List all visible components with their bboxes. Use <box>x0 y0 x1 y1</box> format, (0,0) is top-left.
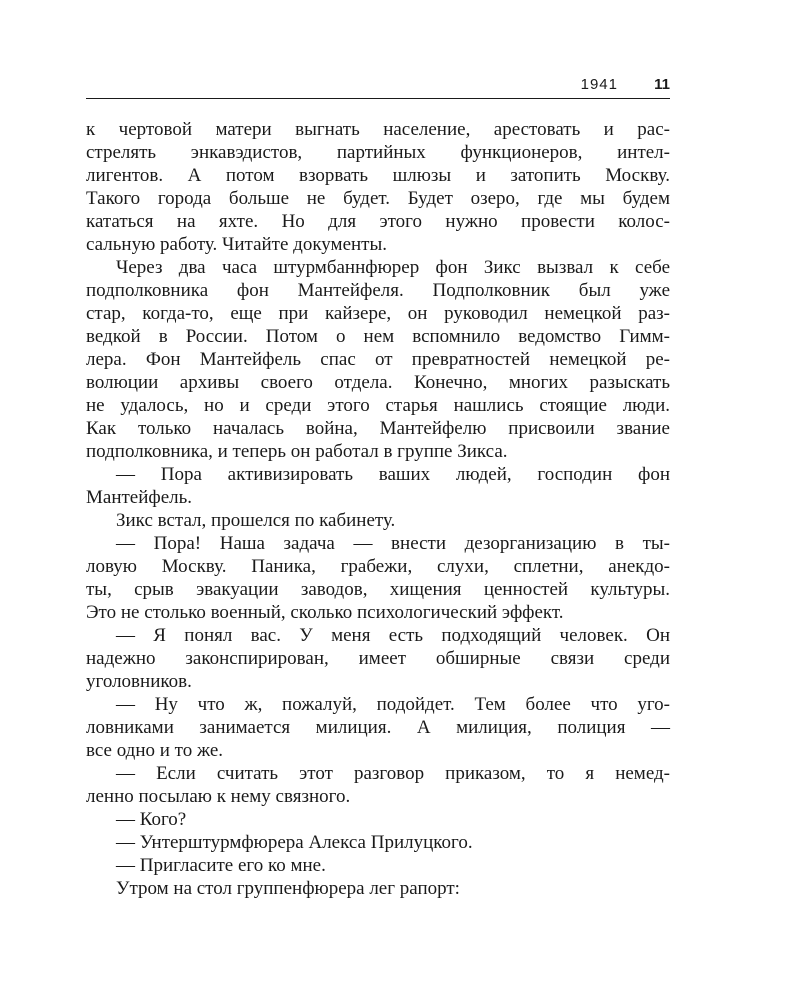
text-line: лигентов. А потом взорвать шлюзы и затопить Москву. <box>86 165 670 186</box>
text-line: Зикс встал, прошелся по кабинету. <box>116 510 396 531</box>
text-line: подполковника, и теперь он работал в группе Зикса. <box>86 441 508 462</box>
text-line: — Пора! Наша задача — внести дезорганизацию в ты- <box>116 533 670 554</box>
running-header <box>86 74 670 99</box>
text-line: ловниками занимается милиция. А милиция, полиция — <box>86 717 670 738</box>
text-line: стар, когда-то, еще при кайзере, он руководил немецкой раз- <box>86 303 670 324</box>
text-line: ты, срыв эвакуации заводов, хищения ценностей культуры. <box>86 579 670 600</box>
text-line: кататься на яхте. Но для этого нужно провести колос- <box>86 211 670 232</box>
text-line: стрелять энкавэдистов, партийных функционеров, интел- <box>86 142 670 163</box>
text-line: — Кого? <box>116 809 187 830</box>
text-line: Утром на стол группенфюрера лег рапорт: <box>116 878 460 899</box>
text-line: подполковника фон Мантейфеля. Подполковник был уже <box>86 280 670 301</box>
text-line: к чертовой матери выгнать население, арестовать и рас- <box>86 119 670 140</box>
text-line: — Пригласите его ко мне. <box>116 855 326 876</box>
text-line: — Я понял вас. У меня есть подходящий человек. Он <box>116 625 670 646</box>
text-line: — Пора активизировать ваших людей, господин фон <box>116 464 670 485</box>
text-line: ленно посылаю к нему связного. <box>86 786 351 807</box>
text-line: уголовников. <box>86 671 192 692</box>
text-line: — Унтерштурмфюрера Алекса Прилуцкого. <box>116 832 473 853</box>
text-line: Это не столько военный, сколько психологический эффект. <box>86 602 564 623</box>
body-text <box>86 118 670 900</box>
text-line: — Если считать этот разговор приказом, то я немед- <box>116 763 670 784</box>
text-line: Такого города больше не будет. Будет озеро, где мы будем <box>86 188 670 209</box>
page-number: 11 <box>654 76 670 93</box>
running-header-title: 1941 <box>580 76 618 93</box>
text-line: ведкой в России. Потом о нем вспомнило ведомство Гимм- <box>86 326 670 347</box>
text-line: сальную работу. Читайте документы. <box>86 234 387 255</box>
text-line: все одно и то же. <box>86 740 224 761</box>
text-line: Мантейфель. <box>86 487 193 508</box>
text-line: волюции архивы своего отдела. Конечно, многих разыскать <box>86 372 670 393</box>
text-line: надежно законспирирован, имеет обширные связи среди <box>86 648 670 669</box>
text-line: не удалось, но и среди этого старья нашлись стоящие люди. <box>86 395 670 416</box>
text-line: Как только началась война, Мантейфелю присвоили звание <box>86 418 670 439</box>
text-line: лера. Фон Мантейфель спас от превратностей немецкой ре- <box>86 349 670 370</box>
text-line: — Ну что ж, пожалуй, подойдет. Тем более что уго- <box>116 694 670 715</box>
text-line: ловую Москву. Паника, грабежи, слухи, сплетни, анекдо- <box>86 556 670 577</box>
text-line: Через два часа штурмбаннфюрер фон Зикс вызвал к себе <box>116 257 670 278</box>
